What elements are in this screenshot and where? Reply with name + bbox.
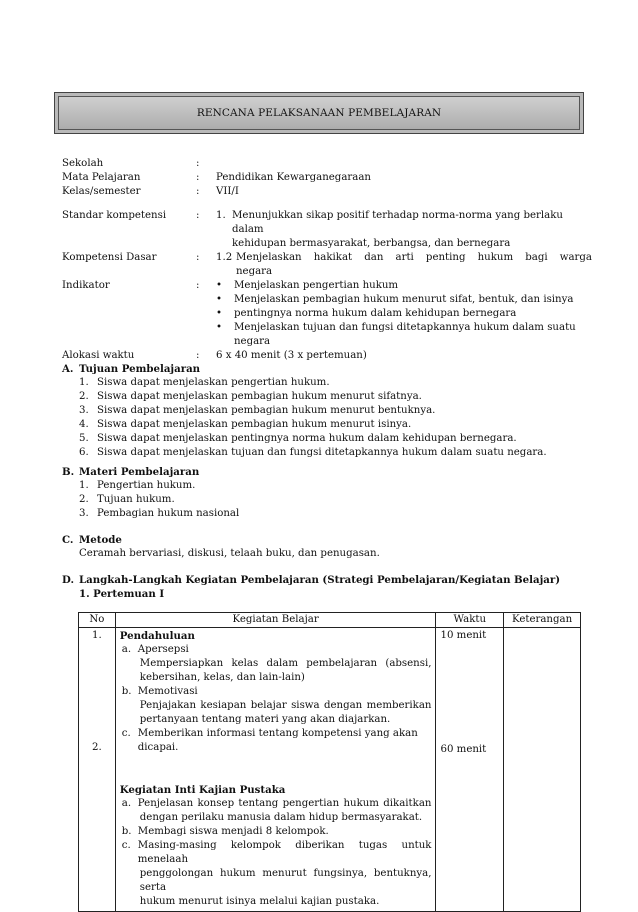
row-kelas-semester: Kelas/semester : VII/I — [62, 186, 239, 197]
list-item: • Menjelaskan tujuan dan fungsi ditetapkannya hukum dalam suatu negara — [216, 322, 576, 347]
list-item: • pentingnya norma hukum dalam kehidupan bernegara — [216, 308, 517, 319]
list-item: • Menjelaskan pembagian hukum menurut sifat, bentuk, dan isinya — [216, 294, 574, 305]
section-title: Langkah-Langkah Kegiatan Pembelajaran (Strategi Pembelajaran/Kegiatan Belajar) — [79, 574, 561, 586]
list-item: 3. Siswa dapat menjelaskan pembagian hukum menurut bentuknya. — [79, 405, 436, 416]
list-item: 5. Siswa dapat menjelaskan pentingnya norma hukum dalam kehidupan bernegara. — [79, 433, 517, 444]
list-item: 3. Pembagian hukum nasional — [79, 508, 240, 519]
list-item: 1. Pengertian hukum. — [79, 480, 196, 491]
activity-table — [78, 612, 581, 912]
column-header: Kegiatan Belajar — [115, 613, 436, 628]
indikator-list — [216, 279, 592, 349]
column-header: Waktu — [436, 613, 504, 628]
section-metode: C. Metode Ceramah bervariasi, diskusi, telaah buku, dan penugasan. — [62, 534, 380, 559]
title-box — [54, 92, 584, 134]
table-header-row — [79, 613, 581, 628]
list-item: 4. Siswa dapat menjelaskan pembagian hukum menurut isinya. — [79, 419, 412, 430]
row-mata-pelajaran: Mata Pelajaran : Pendidikan Kewarganegaraan — [62, 172, 371, 183]
table-row: 1. 2. Pendahuluan a. Apersepsi Mempersiapkan kelas dalam pembelajaran (absensi, kebersihan, kelas, dan lain-lain) b. Memotivasi Penjajakan kesiapan belajar siswa dengan memberikan pertanyaan tentang materi yang akan diajarkan. c. Memberikan informasi tentang kompetensi yang akan dicapai. Kegiatan Inti Kajian Pustaka a. Penjelasan konsep tentang pengertian hukum dikaitkan dengan perilaku manusia dalam hidup bermasyarakat. b. Membagi siswa menjadi 8 kelompok. c. Masing-masing kelompok diberikan tugas untuk menelaah penggolongan hukum menurut fungsinya, bentuknya, serta hukum menurut isinya melalui kajian pustaka. 10 menit 60 menit — [79, 628, 581, 912]
identity-block — [62, 157, 592, 363]
row-alokasi-waktu: Alokasi waktu : 6 x 40 menit (3 x pertemuan) — [62, 350, 367, 361]
section-tujuan: A. Tujuan Pembelajaran 1. Siswa dapat menjelaskan pengertian hukum. 2. Siswa dapat menjelaskan pembagian hukum menurut sifatnya. 3. Siswa dapat menjelaskan pembagian hukum menurut bentuknya. 4. Siswa dapat menjelaskan pembagian hukum menurut isinya. 5. Siswa dapat menjelaskan pentingnya norma hukum dalam kehidupan bernegara. 6. Siswa dapat menjelaskan tujuan dan fungsi ditetapkannya hukum dalam suatu negara. — [62, 362, 592, 460]
list-item: 6. Siswa dapat menjelaskan tujuan dan fungsi ditetapkannya hukum dalam suatu negara. — [79, 447, 547, 458]
section-title: Metode — [79, 534, 122, 546]
row-sekolah: Sekolah : — [62, 158, 200, 169]
row-standar-kompetensi: Standar kompetensi : 1. Menunjukkan sikap positif terhadap norma-norma yang berlaku dalam kehidupan bermasyarakat, berbangsa, dan bernegara — [62, 210, 563, 249]
section-title: Tujuan Pembelajaran — [79, 363, 201, 375]
row-indikator: Indikator : • Menjelaskan pengertian hukum • Menjelaskan pembagian hukum menurut sifat, bentuk, dan isinya • pentingnya norma hukum dalam kehidupan bernegara • Menjelaskan tujuan dan fungsi ditetapkannya hukum dalam suatu negara — [62, 279, 592, 349]
list-item: • Menjelaskan pengertian hukum — [216, 280, 399, 291]
row-kompetensi-dasar: Kompetensi Dasar : 1.2 Menjelaskan hakikat dan arti penting hukum bagi warga negara — [62, 252, 592, 277]
list-item: 2. Siswa dapat menjelaskan pembagian hukum menurut sifatnya. — [79, 391, 422, 402]
section-materi: B. Materi Pembelajaran 1. Pengertian hukum. 2. Tujuan hukum. 3. Pembagian hukum nasional — [62, 465, 592, 521]
section-langkah: D. Langkah-Langkah Kegiatan Pembelajaran (Strategi Pembelajaran/Kegiatan Belajar) 1. Pertemuan I — [62, 573, 592, 601]
subsection-title: 1. Pertemuan I — [79, 588, 165, 600]
document-title: RENCANA PELAKSANAAN PEMBELAJARAN — [196, 107, 442, 119]
column-header: No — [79, 613, 116, 628]
section-title: Materi Pembelajaran — [79, 466, 200, 478]
list-item: 1. Siswa dapat menjelaskan pengertian hukum. — [79, 377, 330, 388]
list-item: 2. Tujuan hukum. — [79, 494, 175, 505]
column-header: Keterangan — [504, 613, 581, 628]
